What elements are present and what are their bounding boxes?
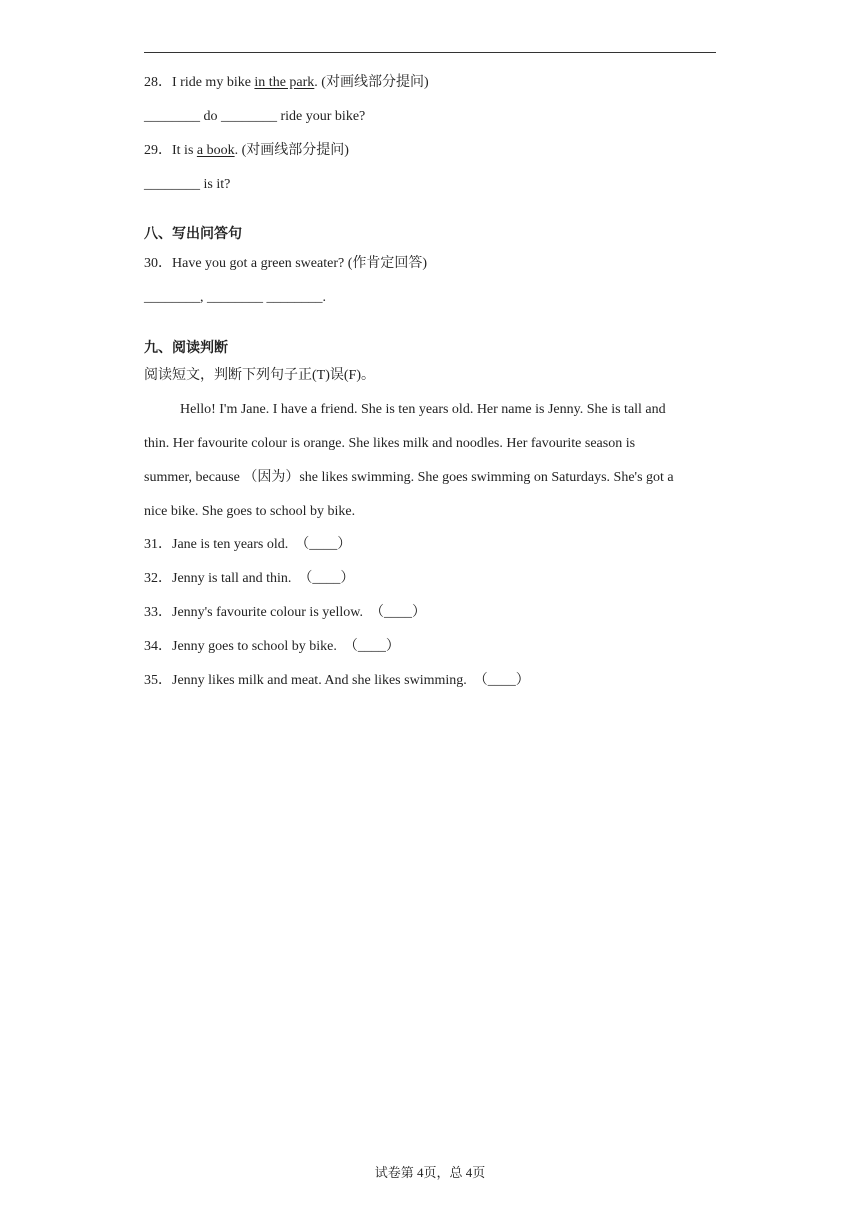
- question-text: It is: [172, 143, 197, 158]
- section-heading-nine: 九、阅读判断: [144, 340, 228, 356]
- question-instruction: . (对画线部分提问): [314, 75, 429, 90]
- question-29: [144, 141, 349, 161]
- passage-line: Hello! I'm Jane. I have a friend. She is ten years old. Her name is Jenny. She is tall and: [180, 402, 666, 417]
- judgment-item-32: [144, 569, 354, 589]
- statement-text: Jenny likes milk and meat. And she likes swimming.: [172, 673, 467, 688]
- question-number: 29．: [144, 143, 172, 158]
- answer-line-29: ________ is it?: [144, 177, 231, 192]
- question-number: 34．: [144, 639, 172, 654]
- question-number: 31．: [144, 537, 172, 552]
- statement-text: Jenny's favourite colour is yellow.: [172, 605, 363, 620]
- question-text: Have you got a green sweater? (作肯定回答): [172, 256, 428, 271]
- answer-blank[interactable]: （____）: [343, 639, 400, 654]
- page-footer: 试卷第 4页，总 4页: [374, 1165, 486, 1180]
- answer-blank[interactable]: （____）: [369, 605, 426, 620]
- statement-text: Jenny is tall and thin.: [172, 571, 292, 586]
- passage-line: nice bike. She goes to school by bike.: [144, 504, 356, 519]
- question-number: 28．: [144, 75, 172, 90]
- passage-line: thin. Her favourite colour is orange. She likes milk and noodles. Her favourite season is: [144, 436, 636, 451]
- question-number: 30．: [144, 256, 172, 271]
- statement-text: Jenny goes to school by bike.: [172, 639, 337, 654]
- header-rule: [144, 52, 716, 53]
- question-30: [144, 254, 427, 274]
- question-instruction: . (对画线部分提问): [234, 143, 349, 158]
- reading-instruction: 阅读短文，判断下列句子正(T)误(F)。: [144, 368, 375, 383]
- passage-line: summer, because （因为）she likes swimming. She goes swimming on Saturdays. She's got a: [144, 470, 674, 485]
- answer-blank[interactable]: （____）: [298, 571, 355, 586]
- underlined-phrase: in the park: [254, 75, 315, 90]
- question-28: [144, 73, 429, 93]
- judgment-item-34: [144, 637, 400, 657]
- question-text: I ride my bike: [172, 75, 255, 90]
- answer-blank[interactable]: （____）: [473, 673, 530, 688]
- section-heading-eight: 八、写出问答句: [144, 226, 242, 242]
- underlined-phrase: a book: [196, 143, 235, 158]
- reading-passage: [144, 393, 718, 529]
- answer-line-28: ________ do ________ ride your bike?: [144, 109, 366, 124]
- judgment-item-33: [144, 603, 426, 623]
- question-number: 35．: [144, 673, 172, 688]
- answer-line-30: ________, ________ ________.: [144, 290, 326, 305]
- judgment-item-31: [144, 535, 351, 555]
- judgment-item-35: [144, 671, 530, 691]
- answer-blank[interactable]: （____）: [295, 537, 352, 552]
- statement-text: Jane is ten years old.: [172, 537, 289, 552]
- question-number: 33．: [144, 605, 172, 620]
- question-number: 32．: [144, 571, 172, 586]
